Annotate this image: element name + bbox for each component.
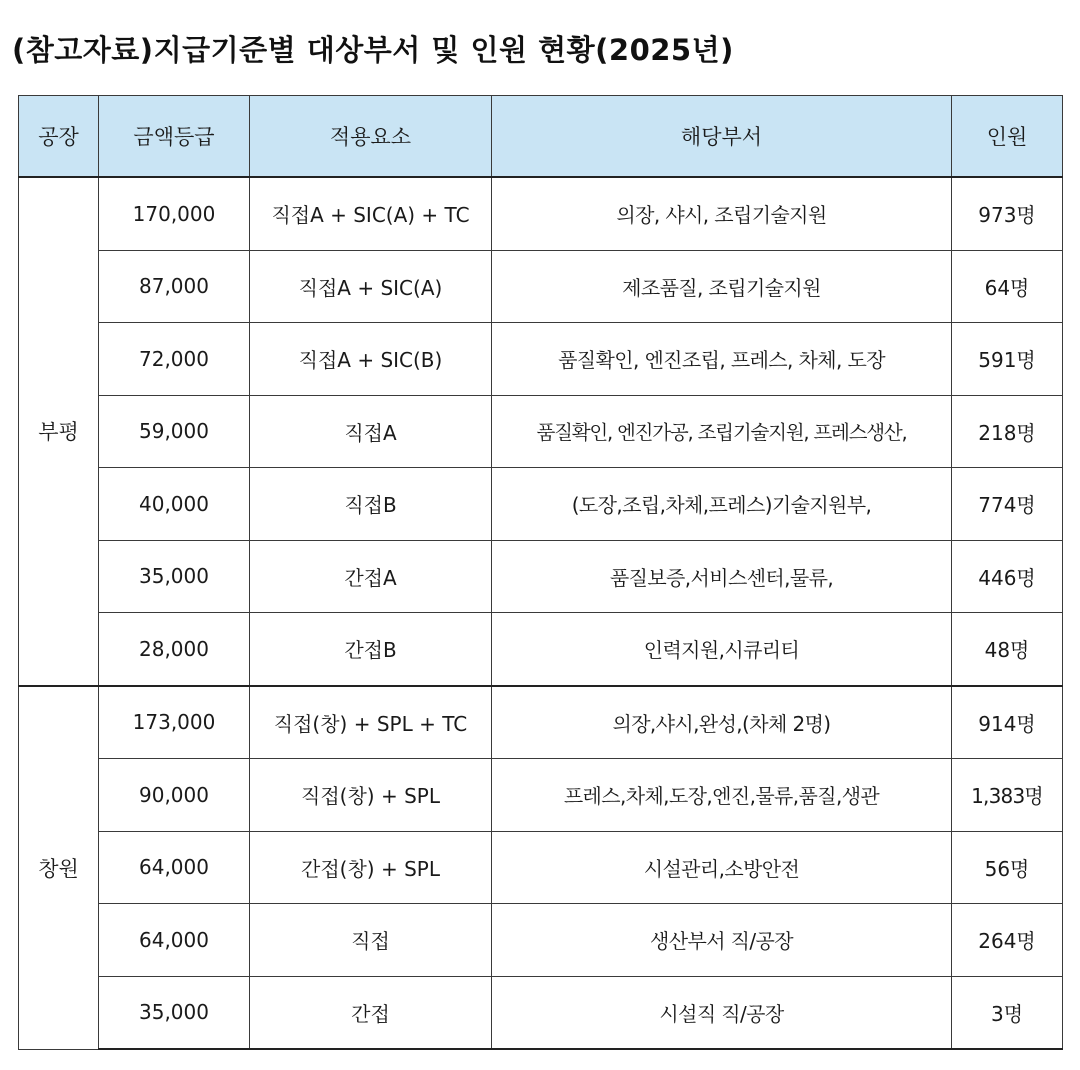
element-cell: 간접A xyxy=(250,540,492,613)
table-header-row xyxy=(19,96,1063,178)
count-cell: 218명 xyxy=(952,395,1063,468)
amount-cell: 40,000 xyxy=(99,468,250,541)
count-cell: 3명 xyxy=(952,976,1063,1049)
element-cell: 간접B xyxy=(250,613,492,686)
element-cell: 직접(창) + SPL + TC xyxy=(250,686,492,759)
dept-cell: 인력지원,시큐리티 xyxy=(492,613,952,686)
count-cell: 774명 xyxy=(952,468,1063,541)
count-cell: 446명 xyxy=(952,540,1063,613)
table-row xyxy=(19,540,1063,613)
dept-cell: 품질보증,서비스센터,물류, xyxy=(492,540,952,613)
allowance-table xyxy=(18,95,1063,1050)
table-row xyxy=(19,686,1063,759)
element-cell: 직접A + SIC(A) xyxy=(250,250,492,323)
dept-cell: 프레스,차체,도장,엔진,물류,품질,생관 xyxy=(492,759,952,832)
element-cell: 직접B xyxy=(250,468,492,541)
element-cell: 간접(창) + SPL xyxy=(250,831,492,904)
header-factory: 공장 xyxy=(19,96,99,178)
table-row xyxy=(19,613,1063,686)
header-dept: 해당부서 xyxy=(492,96,952,178)
header-count: 인원 xyxy=(952,96,1063,178)
amount-cell: 87,000 xyxy=(99,250,250,323)
element-cell: 직접A + SIC(A) + TC xyxy=(250,177,492,250)
table-row xyxy=(19,250,1063,323)
amount-cell: 173,000 xyxy=(99,686,250,759)
dept-cell: 시설직 직/공장 xyxy=(492,976,952,1049)
dept-cell: 제조품질, 조립기술지원 xyxy=(492,250,952,323)
element-cell: 직접 xyxy=(250,904,492,977)
amount-cell: 35,000 xyxy=(99,540,250,613)
amount-cell: 64,000 xyxy=(99,904,250,977)
count-cell: 591명 xyxy=(952,323,1063,396)
table-row xyxy=(19,831,1063,904)
document-title: (참고자료)지급기준별 대상부서 및 인원 현황(2025년) xyxy=(12,33,734,67)
count-cell: 1,383명 xyxy=(952,759,1063,832)
amount-cell: 28,000 xyxy=(99,613,250,686)
amount-cell: 72,000 xyxy=(99,323,250,396)
amount-cell: 64,000 xyxy=(99,831,250,904)
dept-cell: 생산부서 직/공장 xyxy=(492,904,952,977)
dept-cell: (도장,조립,차체,프레스)기술지원부, xyxy=(492,468,952,541)
dept-cell: 품질확인, 엔진가공, 조립기술지원, 프레스생산, xyxy=(492,395,952,468)
count-cell: 264명 xyxy=(952,904,1063,977)
count-cell: 973명 xyxy=(952,177,1063,250)
amount-cell: 170,000 xyxy=(99,177,250,250)
dept-cell: 시설관리,소방안전 xyxy=(492,831,952,904)
table-row xyxy=(19,468,1063,541)
element-cell: 직접(창) + SPL xyxy=(250,759,492,832)
factory-cell-changwon: 창원 xyxy=(19,686,99,1050)
dept-cell: 품질확인, 엔진조립, 프레스, 차체, 도장 xyxy=(492,323,952,396)
table-row xyxy=(19,323,1063,396)
count-cell: 914명 xyxy=(952,686,1063,759)
table-row xyxy=(19,395,1063,468)
element-cell: 직접A xyxy=(250,395,492,468)
header-amount: 금액등급 xyxy=(99,96,250,178)
dept-cell: 의장,샤시,완성,(차체 2명) xyxy=(492,686,952,759)
count-cell: 56명 xyxy=(952,831,1063,904)
table-row xyxy=(19,177,1063,250)
count-cell: 64명 xyxy=(952,250,1063,323)
element-cell: 간접 xyxy=(250,976,492,1049)
header-element: 적용요소 xyxy=(250,96,492,178)
count-cell: 48명 xyxy=(952,613,1063,686)
amount-cell: 90,000 xyxy=(99,759,250,832)
amount-cell: 35,000 xyxy=(99,976,250,1049)
amount-cell: 59,000 xyxy=(99,395,250,468)
dept-cell: 의장, 샤시, 조립기술지원 xyxy=(492,177,952,250)
table-row xyxy=(19,759,1063,832)
element-cell: 직접A + SIC(B) xyxy=(250,323,492,396)
factory-cell-bupyeong: 부평 xyxy=(19,177,99,686)
table-row xyxy=(19,904,1063,977)
table-row xyxy=(19,976,1063,1049)
